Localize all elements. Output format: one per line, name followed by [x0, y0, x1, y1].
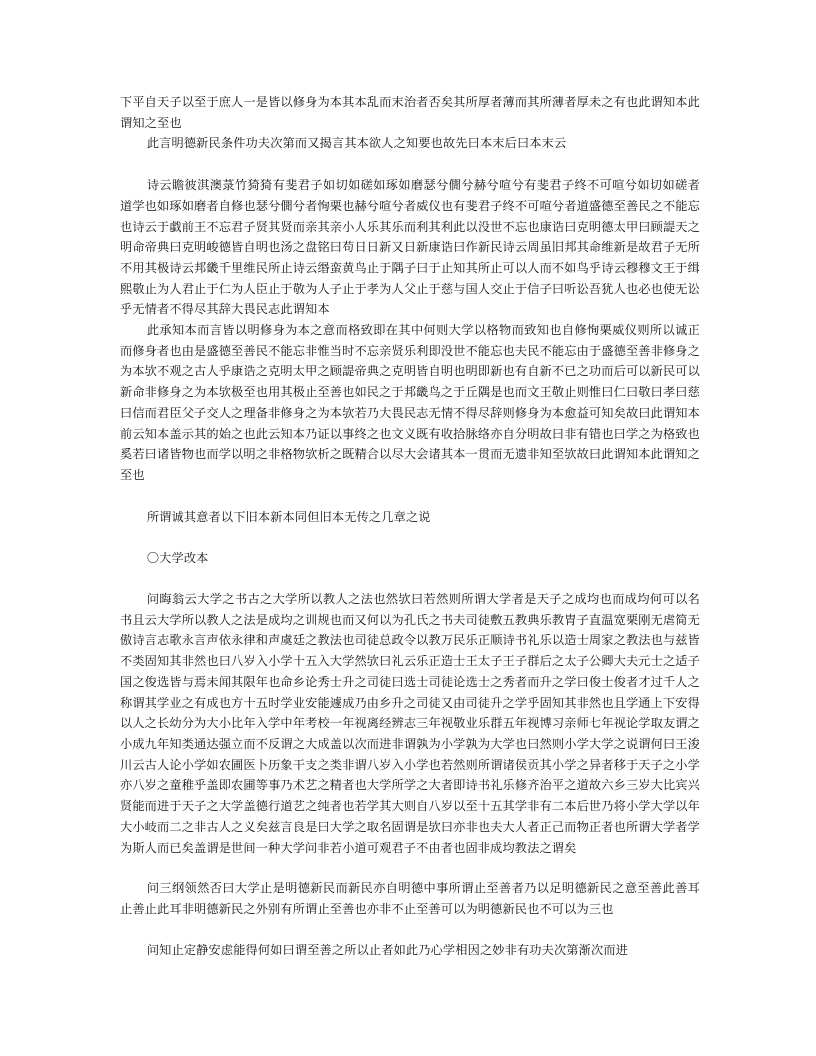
paragraph-8: 问知止定静安虑能得何如曰谓至善之所以止者如此乃心学相因之妙非有功夫次第渐次而进 [146, 942, 628, 957]
paragraph-7: 问三纲领然否曰大学止是明德新民而新民亦自明德中事所谓止至善者乃以足明德新民之意至善此善耳止善止此耳非明德新民之外别有所谓止至善也亦非不止至善可以为明德新民也不可以为三也 [120, 881, 700, 916]
section-heading: 〇大学改本 [146, 551, 209, 566]
paragraph-5: 所谓诚其意者以下旧本新本同但旧本无传之几章之说 [146, 509, 431, 524]
paragraph-1: 下平自天子以至于庶人一是皆以修身为本其本乱而末治者否矣其所厚者薄而其所薄者厚未之有也此谓知本此谓知之至也 [120, 95, 700, 130]
paragraph-3: 诗云瞻彼淇澳菉竹猗猗有斐君子如切如磋如琢如磨瑟兮僩兮赫兮喧兮有斐君子终不可喧兮如切如磋者道学也如琢如磨者自修也瑟兮僩兮者恂栗也赫兮喧兮者威仪也有斐君子终不可喧兮者道盛德至善民之不能忘也诗云于戱前王不忘君子贤其贤而亲其亲小人乐其乐而利其利此以没世不忘也康诰曰克明德太甲曰顾諟天之明命帝典曰克明峻德皆自明也汤之盘铭曰苟日日新又日新康诰曰作新民诗云周虽旧邦其命维新是故君子无所不用其极诗云邦畿千里维民所止诗云缗蛮黄鸟止于隅子曰于止知其所止可以人而不如鸟乎诗云穆穆文王于缉熙敬止为人君止于仁为人臣止于敬为人子止于孝为人父止于慈与国人交止于信子曰听讼吾犹人也必也使无讼乎无情者不得尽其辞大畏民志此谓知本 [120, 178, 700, 317]
paragraph-2: 此言明德新民条件功夫次第而又揭言其本欲人之知要也故先曰本末后曰本末云 [146, 136, 567, 151]
paragraph-6: 问晦翁云大学之书古之大学所以教人之法也然欤曰若然则所谓大学者是天子之成均也而成均何可以名书且云大学所以教人之法是成均之训规也而又何以为孔氏之书夫司徒敷五教典乐教胄子直温宽栗刚无虐简无傲诗言志歌永言声依永律和声虞廷之教法也司徒总政令以教万民乐正顺诗书礼乐以造士周家之教法也与兹皆不类固知其非然也曰八岁入小学十五入大学然欤曰礼云乐正造士王太子王子群后之太子公卿大夫元士之适子国之俊选皆与焉未闻其限年也命乡论秀士升之司徒曰选士司徒论选士之秀者而升之学曰俊士俊者才过千人之称谓其学业之有成也方十五时学业安能遽成乃由乡升之司徒又由司徒升之学乎固知其非然也且学通上下安得以人之长幼分为大小比年入学中年考校一年视离经辨志三年视敬业乐群五年视博习亲师七年视论学取友谓之小成九年知类通达强立而不反谓之大成盖以次而进非谓孰为小学孰为大学也曰然则小学大学之说谓何曰王浚川云古人论小学如农圃医卜历象干支之类非谓八岁入小学也若然则所谓诸侯贡其小学之异者移于天子之小学亦八岁之童稚乎盖即农圃等事乃术艺之精者也大学所学之大者即诗书礼乐修齐治平之道故六乡三岁大比宾兴贤能而进于天子之大学盖德行道艺之纯者也若学其大则自八岁以至十五其学非有二本后世乃将小学大学以年大小岐而二之非古人之义矣兹言良是曰大学之取名固谓是欤曰亦非也夫大人者正己而物正者也所谓大学者学为斯人而已矣盖谓是世间一种大学问非若小道可观君子不由者也固非成均教法之谓矣 [120, 592, 700, 855]
document-page [120, 92, 700, 960]
paragraph-4: 此承知本而言皆以明修身为本之意而格致即在其中何则大学以格物而致知也自修恂栗威仪则所以诚正而修身者也由是盛德至善民不能忘非惟当时不忘亲贤乐利即没世不能忘也夫民不能忘由于盛德至善非修身之为本欤不观之古人乎康诰之克明太甲之顾諟帝典之克明皆自明也明即新也有自新不已之功而后可以新民可以新命非修身之为本欤极至也用其极止至善也如民之于邦畿鸟之于丘隅是也而文王敬止则惟曰仁曰敬曰孝曰慈曰信而君臣父子交人之理备非修身之为本欤若乃大畏民志无情不得尽辞则修身为本愈益可知矣故曰此谓知本前云知本盖示其的始之也此云知本乃证以事终之也文义既有收拾脉络亦自分明故曰非有错也曰学之为格致也奚若曰诸皆物也而学以明之非格物欤析之既精合以尽大会诸其本一贯而无遗非知至欤故曰此谓知本此谓知之至也 [120, 323, 700, 482]
